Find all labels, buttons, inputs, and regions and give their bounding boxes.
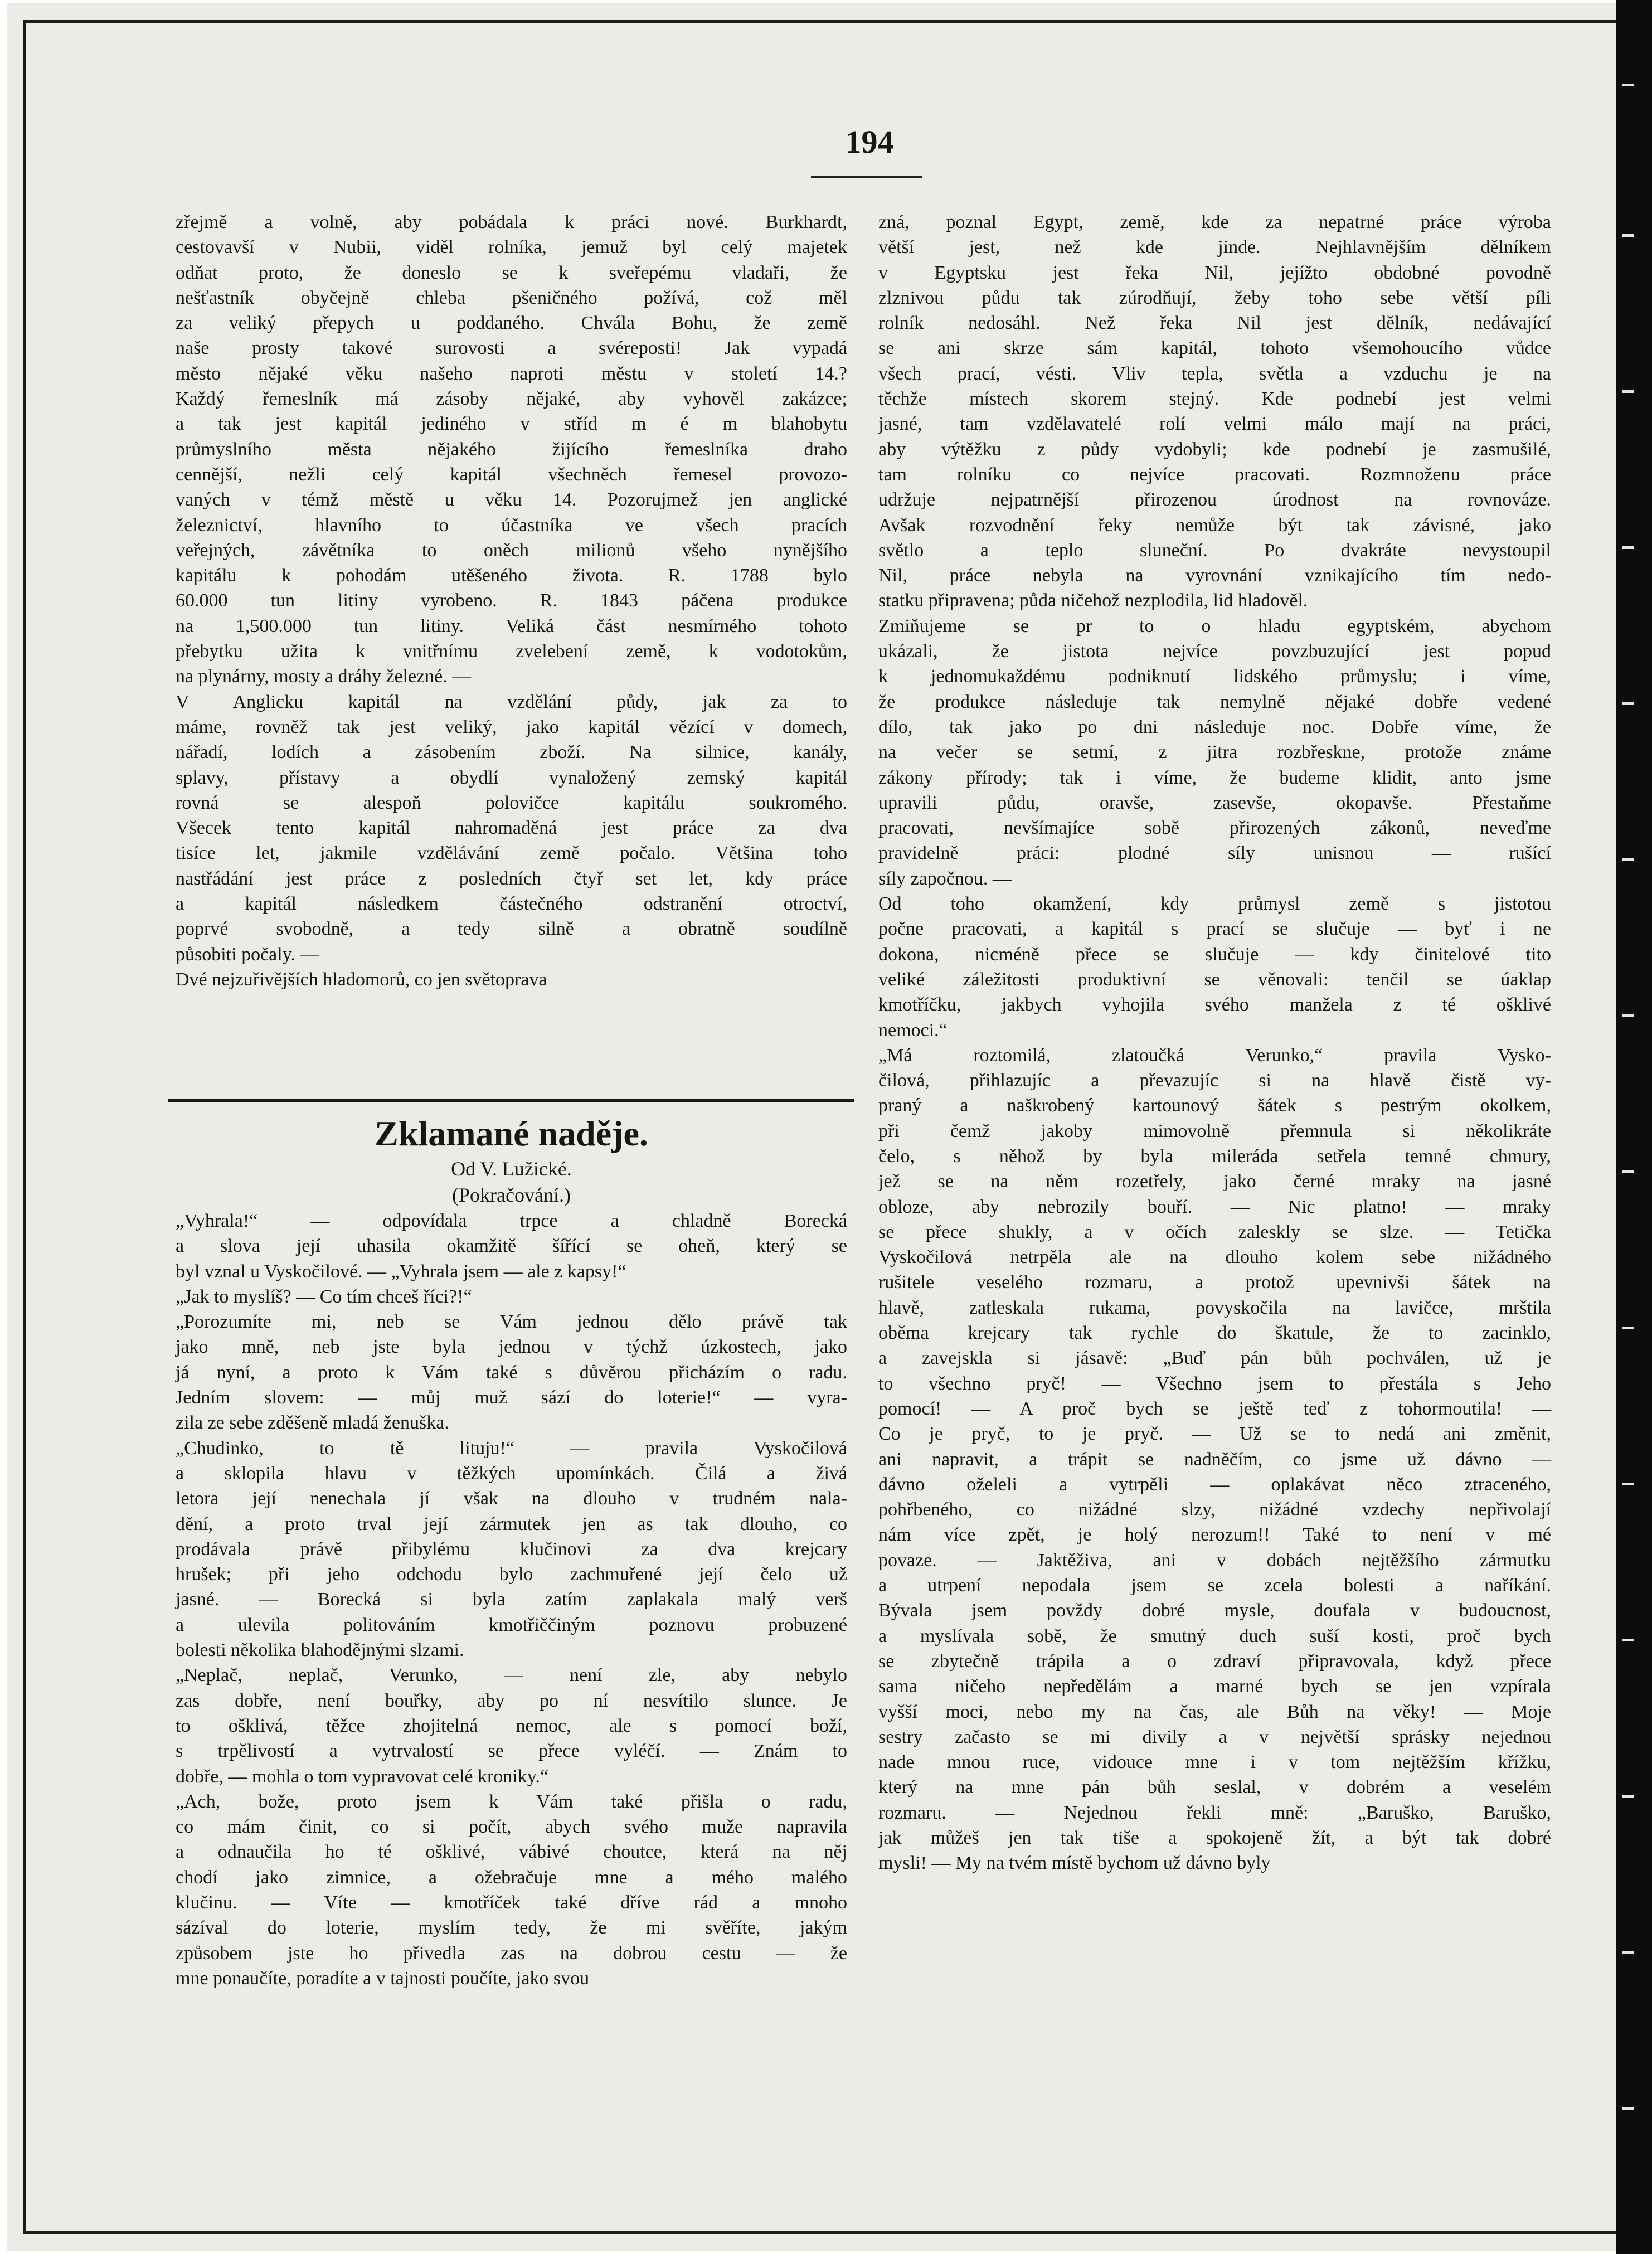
text-line: a tak jest kapitál jediného v stříd m é m blahobytu bbox=[176, 414, 847, 435]
text-line: „Neplač, neplač, Verunko, — není zle, aby nebylo bbox=[176, 1665, 847, 1686]
text-line: jasné. — Borecká si byla zatím zaplakala malý verš bbox=[176, 1589, 847, 1610]
text-line: tisíce let, jakmile vzdělávání země počalo. Většina toho bbox=[176, 843, 847, 864]
text-line: udržuje nejpatrnější přirozenou úrodnost na rovnováze. bbox=[878, 489, 1551, 511]
text-line: povaze. — Jaktěživa, ani v dobách nejtěžšího zármutku bbox=[878, 1549, 1551, 1571]
text-line: a kapitál následkem částečného odstranění otroctví, bbox=[176, 893, 847, 915]
text-line: a ulevila politováním kmotřiččiným poznovu probuzené bbox=[176, 1614, 847, 1635]
text-line: letora její nenechala jí však na dlouho v trudném nala- bbox=[176, 1488, 847, 1509]
article-right-column bbox=[878, 210, 1551, 1876]
text-line: zná, poznal Egypt, země, kde za nepatrné práce výroba bbox=[878, 212, 1551, 232]
text-line: prodávala právě přibylému klučinovi za dva krejcary bbox=[176, 1538, 847, 1560]
text-line: ani napravit, a trápit se nadněčím, co jsme už dávno — bbox=[878, 1449, 1551, 1470]
text-line: jež se na něm rozetřely, jako černé mraky na jasné bbox=[878, 1171, 1551, 1192]
text-line: oběma krejcary tak rychle do škatule, že to zacinklo, bbox=[878, 1323, 1551, 1344]
text-line: pohřbeného, co nižádné slzy, nižádné vzdechy nepřivolají bbox=[878, 1499, 1551, 1521]
text-line: pravidelně práci: plodné síly unisnou — rušící bbox=[878, 843, 1551, 864]
text-line: Nil, práce nebyla na vyrovnání vznikajícího tím nedo- bbox=[878, 565, 1551, 586]
text-line: „Vyhrala!“ — odpovídala trpce a chladně Borecká bbox=[176, 1211, 847, 1231]
text-line: město nějaké věku našeho naproti městu v století 14.? bbox=[176, 363, 847, 384]
text-line: a sklopila hlavu v těžkých upomínkách. Čilá a živá bbox=[176, 1463, 847, 1484]
text-line: čelo, s něhož by byla mileráda setřela temné chmury, bbox=[878, 1145, 1551, 1167]
text-line: veliké záležitosti produktivní se věnovali: tenčil se úaklap bbox=[878, 969, 1551, 990]
text-line: zlznivou půdu tak zúrodňují, žeby toho sebe větší píli bbox=[878, 287, 1551, 308]
text-line: to ošklivá, těžce zhojitelná nemoc, ale s pomocí boží, bbox=[176, 1715, 847, 1736]
text-line: kmotříčku, jakbych vyhojila svého manžela z té ošklivé bbox=[878, 994, 1551, 1016]
story-author: Od V. Lužické. bbox=[451, 1158, 572, 1180]
text-line: statku připravena; půda ničehož nezplodila, lid hladověl. bbox=[878, 590, 1308, 611]
text-line: čilová, přihlazujíc a převazujíc si na hlavě čistě vy- bbox=[878, 1070, 1551, 1091]
text-line: dávno oželeli a vytrpěli — oplakávat něco ztraceného, bbox=[878, 1474, 1551, 1495]
text-line: a zavejskla si jásavě: „Buď pán bůh pochválen, už je bbox=[878, 1348, 1551, 1369]
text-line: já nyní, a proto k Vám také s důvěrou přicházím o radu. bbox=[176, 1362, 847, 1383]
text-line: to všechno pryč! — Všechno jsem to přestála s Jeho bbox=[878, 1373, 1551, 1394]
text-line: všech prací, vésti. Vliv tepla, světla a vzduchu je na bbox=[878, 363, 1551, 384]
text-line: V Anglicku kapitál na vzdělání půdy, jak za to bbox=[176, 691, 847, 712]
text-line: na plynárny, mosty a dráhy železné. — bbox=[176, 666, 472, 687]
text-line: rušitele veselého rozmaru, a protož upevnivši šátek na bbox=[878, 1272, 1551, 1293]
text-line: „Ach, bože, proto jsem k Vám také přišla o radu, bbox=[176, 1791, 847, 1812]
text-line: máme, rovněž tak jest veliký, jako kapitál vězící v domech, bbox=[176, 716, 847, 737]
text-line: přebytku užita k vnitřnímu zvelebení země, k vodotokům, bbox=[176, 641, 847, 662]
text-line: rozmaru. — Nejednou řekli mně: „Baruško, Baruško, bbox=[878, 1802, 1551, 1823]
article-left-column bbox=[176, 210, 847, 992]
text-line: dění, a proto trval její zármutek jen as tak dlouho, co bbox=[176, 1513, 847, 1534]
text-line: Jedním slovem: — můj muž sází do loterie!“ — vyra- bbox=[176, 1387, 847, 1408]
story-continued-label: (Pokračování.) bbox=[452, 1184, 571, 1206]
text-line: veřejných, závětníka to oněch milionů všeho nynějšího bbox=[176, 540, 847, 561]
text-line: sázíval do loterie, myslím tedy, že mi svěříte, jakým bbox=[176, 1917, 847, 1939]
text-line: zákony přírody; tak i víme, že budeme klidit, anto jsme bbox=[878, 767, 1551, 788]
text-line: kapitálu k pohodám utěšeného života. R. 1788 bylo bbox=[176, 565, 847, 586]
text-line: byl vznal u Vyskočilové. — „Vyhrala jsem — ale z kapsy!“ bbox=[176, 1261, 626, 1282]
text-line: způsobem jste ho přivedla zas na dobrou cestu — že bbox=[176, 1942, 847, 1964]
text-line: dokona, nicméně přece se slučuje — kdy činitelové tito bbox=[878, 944, 1551, 965]
text-line: Avšak rozvodnění řeky nemůže být tak závisné, jako bbox=[878, 514, 1551, 536]
text-line: rolník nedosáhl. Než řeka Nil jest dělník, nedávající bbox=[878, 313, 1551, 334]
text-line: obloze, aby nebrozily bouří. — Nic platno! — mraky bbox=[878, 1196, 1551, 1217]
text-line: poprvé svobodně, a tedy silně a obratně soudílně bbox=[176, 919, 847, 940]
text-line: železnictví, hlavního to účastníka ve všech pracích bbox=[176, 514, 847, 536]
page-number: 194 bbox=[845, 124, 894, 160]
text-line: vyšší moci, nebo my na čas, ale Bůh na věky! — Moje bbox=[878, 1701, 1551, 1722]
text-line: aby výtěžku z půdy vydobyli; kde podnebí je zasmušilé, bbox=[878, 439, 1551, 460]
text-line: počne pracovati, a kapitál s prací se slučuje — byť i ne bbox=[878, 919, 1551, 940]
text-line: Zmiňujeme se pr to o hladu egyptském, abychom bbox=[878, 615, 1551, 637]
text-line: splavy, přístavy a obydlí vynaložený zemský kapitál bbox=[176, 767, 847, 788]
text-line: cestovavší v Nubii, viděl rolníka, jemuž byl celý majetek bbox=[176, 237, 847, 258]
text-line: praný a naškrobený kartounový šátek s pestrým okolkem, bbox=[878, 1095, 1551, 1116]
text-line: s trpělivostí a vytrvalostí se přece vyléčí. — Znám to bbox=[176, 1741, 847, 1762]
text-line: zřejmě a volně, aby pobádala k práci nové. Burkhardt, bbox=[176, 212, 847, 232]
text-line: nastřádání jest práce z posledních čtyř set let, kdy práce bbox=[176, 868, 847, 889]
text-line: „Má roztomilá, zlatoučká Verunko,“ pravila Vysko- bbox=[878, 1045, 1551, 1066]
text-line: 60.000 tun litiny vyrobeno. R. 1843 páčena produkce bbox=[176, 590, 847, 611]
story-title: Zklamané naděje. bbox=[375, 1114, 648, 1153]
text-line: síly započnou. — bbox=[878, 868, 1012, 889]
text-line: jasné, tam vzdělavatelé rolí velmi málo mají na práci, bbox=[878, 414, 1551, 435]
text-line: chodí jako zimnice, a ožebračuje mne a mého malého bbox=[176, 1867, 847, 1888]
text-line: hrušek; při jeho odchodu bylo zachmuřené její čelo už bbox=[176, 1564, 847, 1585]
text-line: jak můžeš jen tak tiše a spokojeně žít, a být tak dobré bbox=[878, 1828, 1551, 1848]
text-line: větší jest, než kde jinde. Nejhlavnějším dělníkem bbox=[878, 237, 1551, 258]
text-line: Co je pryč, to je pryč. — Už se to nedá ani změnit, bbox=[878, 1424, 1551, 1445]
text-line: „Chudinko, to tě lituju!“ — pravila Vyskočilová bbox=[176, 1437, 847, 1459]
text-line: a odnaučila ho té ošklivé, vábivé choutce, která na něj bbox=[176, 1842, 847, 1863]
text-line: a utrpení nepodala jsem se zcela bolesti a naříkání. bbox=[878, 1575, 1551, 1596]
text-line: světlo a teplo sluneční. Po dvakráte nevystoupil bbox=[878, 540, 1551, 561]
text-line: ukázali, že jistota nejvíce povzbuzující jest popud bbox=[878, 641, 1551, 662]
text-line: Dvé nejzuřivějších hladomorů, co jen světoprava bbox=[176, 969, 547, 990]
text-line: se přece shukly, a v očích zaleskly se slze. — Tetička bbox=[878, 1221, 1551, 1242]
text-line: průmyslního města nějakého žijícího řemeslníka draho bbox=[176, 439, 847, 460]
text-line: těchže místech skorem stejný. Kde podnebí jest velmi bbox=[878, 388, 1551, 410]
page-number-rule bbox=[811, 176, 922, 178]
text-line: Bývala jsem povždy dobré mysle, doufala v budoucnost, bbox=[878, 1600, 1551, 1621]
text-line: tam rolníku co nejvíce pracovati. Rozmnoženu práce bbox=[878, 464, 1551, 485]
text-line: sama ničeho nepředělám a marné bych se jen vzpírala bbox=[878, 1676, 1551, 1697]
text-line: bolesti několika blahodějnými slzami. bbox=[176, 1640, 464, 1661]
text-line: působiti počaly. — bbox=[176, 944, 319, 965]
text-line: mysli! — My na tvém místě bychom už dávno byly bbox=[878, 1853, 1271, 1874]
text-line: klučinu. — Víte — kmotříček také dříve rád a mnoho bbox=[176, 1892, 847, 1913]
section-separator bbox=[168, 1099, 854, 1102]
text-line: na večer se setmí, z jitra rozbřeskne, protože známe bbox=[878, 742, 1551, 763]
text-line: Vyskočilová netrpěla ale na dlouho kolem sebe nižádného bbox=[878, 1247, 1551, 1268]
text-line: se zbytečně trápila a o zdraví připravovala, když přece bbox=[878, 1650, 1551, 1672]
text-line: Od toho okamžení, kdy průmysl země s jistotou bbox=[878, 893, 1551, 915]
text-line: nářadí, lodích a zásobením zboží. Na silnice, kanály, bbox=[176, 742, 847, 763]
text-line: při čemž jakoby mimovolně přemnula si několikráte bbox=[878, 1120, 1551, 1141]
text-line: mne ponaučíte, poradíte a v tajnosti poučíte, jako svou bbox=[176, 1968, 590, 1989]
page-edge-strip bbox=[1616, 0, 1652, 2254]
story-left-column bbox=[176, 1208, 847, 1991]
text-line: upravili půdu, oravše, zasevše, okopavše. Přestaňme bbox=[878, 792, 1551, 813]
text-line: na 1,500.000 tun litiny. Veliká část nesmírného tohoto bbox=[176, 615, 847, 637]
text-line: naše prosty takové surovosti a svéreposti! Jak vypadá bbox=[176, 338, 847, 359]
text-line: nade mnou ruce, vidouce mne i v tom nejtěžším křížku, bbox=[878, 1752, 1551, 1773]
text-line: k jednomukaždému podniknutí lidského průmyslu; i víme, bbox=[878, 666, 1551, 687]
text-line: a slova její uhasila okamžitě šířící se oheň, který se bbox=[176, 1236, 847, 1257]
text-line: Každý řemeslník má zásoby nějaké, aby vyhověl zakázce; bbox=[176, 388, 847, 410]
text-line: se ani skrze sám kapitál, tohoto všemohoucího vůdce bbox=[878, 338, 1551, 359]
text-line: rovná se alespoň polovičce kapitálu soukromého. bbox=[176, 792, 847, 813]
text-line: co mám činit, co si počít, abych svého muže napravila bbox=[176, 1816, 847, 1838]
text-line: v Egyptsku jest řeka Nil, jejížto obdobné povodně bbox=[878, 262, 1551, 283]
text-line: Všecek tento kapitál nahromaděná jest práce za dva bbox=[176, 818, 847, 839]
text-line: hlavě, zatleskala rukama, povyskočila na lavičce, mrštila bbox=[878, 1297, 1551, 1318]
text-line: „Jak to myslíš? — Co tím chceš říci?!“ bbox=[176, 1286, 472, 1307]
text-line: cennější, nežli celý kapitál všechněch řemesel provozo- bbox=[176, 464, 847, 485]
text-line: odňat proto, že doneslo se k sveřepému vladaři, že bbox=[176, 262, 847, 283]
text-line: dílo, tak jako po dni následuje noc. Dobře víme, že bbox=[878, 716, 1551, 737]
text-line: za veliký přepych u poddaného. Chvála Bohu, že země bbox=[176, 313, 847, 334]
text-line: „Porozumíte mi, neb se Vám jednou dělo právě tak bbox=[176, 1311, 847, 1333]
text-line: nemoci.“ bbox=[878, 1019, 948, 1041]
text-line: zila ze sebe zděšeně mladá ženuška. bbox=[176, 1412, 449, 1434]
text-line: nám více zpět, je holý nerozum!! Také to není v mé bbox=[878, 1524, 1551, 1546]
text-line: a myslívala sobě, že smutný duch suší kosti, proč bych bbox=[878, 1625, 1551, 1646]
text-line: zas dobře, není bouřky, aby po ní nesvítilo slunce. Je bbox=[176, 1690, 847, 1711]
text-line: pomocí! — A proč bych se ještě teď z tohormoutila! — bbox=[878, 1398, 1551, 1419]
text-line: jako mně, neb jste byla jednou v týchž úzkostech, jako bbox=[176, 1337, 847, 1358]
text-line: že produkce následuje tak nemylně nějaké dobře vedené bbox=[878, 691, 1551, 712]
text-line: sestry začasto se mi divily a v největší sprásky nejednou bbox=[878, 1726, 1551, 1747]
text-line: nešťastník obyčejně chleba pšeničného požívá, což měl bbox=[176, 287, 847, 308]
text-line: dobře, — mohla o tom vypravovat celé kroniky.“ bbox=[176, 1766, 549, 1787]
text-line: vaných v témž městě u věku 14. Pozorujmež jen anglické bbox=[176, 489, 847, 511]
text-line: pracovati, nevšímajíce sobě přirozených zákonů, neveďme bbox=[878, 818, 1551, 839]
text-line: který na mne pán bůh seslal, v dobrém a veselém bbox=[878, 1777, 1551, 1798]
